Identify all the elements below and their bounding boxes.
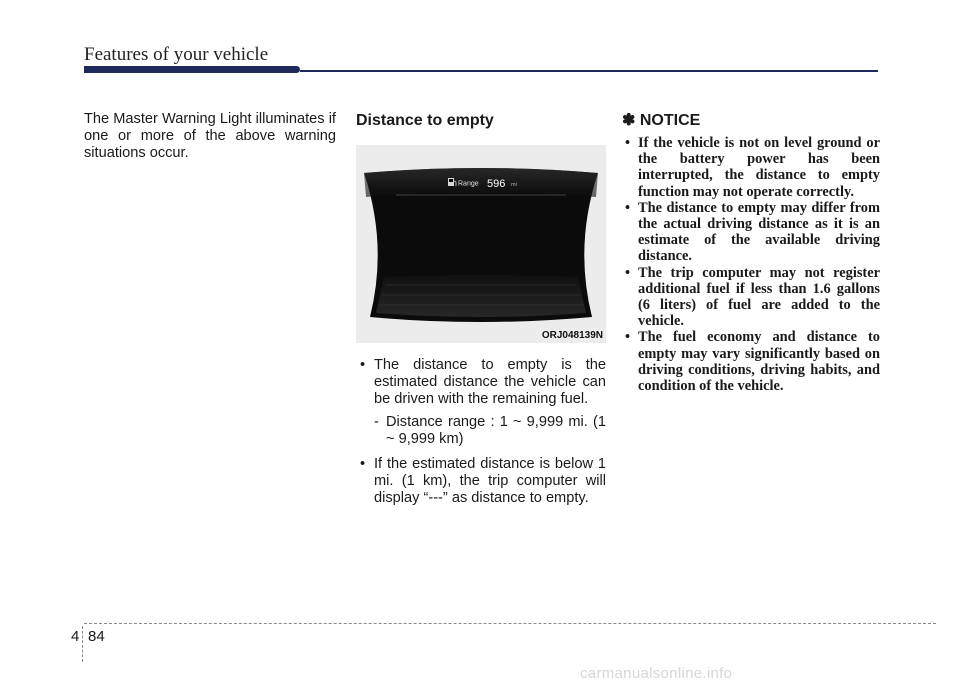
dash-marker: - xyxy=(374,414,379,430)
notice-symbol-icon: ✽ xyxy=(622,112,636,129)
display-unit: mi xyxy=(511,182,517,188)
chapter-number: 4 xyxy=(71,628,80,645)
distance-bullet-list xyxy=(356,357,606,507)
list-item xyxy=(622,200,880,265)
list-item xyxy=(356,456,606,507)
notice-item-text: The trip computer may not register additional fuel if less than 1.6 gallons (6 liters) of fuel are added to the vehicle. xyxy=(638,264,880,330)
bullet-dot: • xyxy=(625,135,631,151)
page-number: 84 xyxy=(88,628,105,645)
notice-item-text: The fuel economy and distance to empty may vary significantly based on driving conditions, driving habits, and condition of the vehicle. xyxy=(638,329,880,395)
bullet-text: If the estimated distance is below 1 mi. (1 km), the trip computer will display “---” as distance to empty. xyxy=(374,456,606,506)
list-item xyxy=(622,135,880,200)
header-bar-thin xyxy=(300,70,878,72)
middle-column xyxy=(356,111,606,515)
bullet-dot: • xyxy=(625,264,631,281)
left-column xyxy=(84,111,336,162)
bullet-dot: • xyxy=(625,329,631,346)
notice-item-text: If the vehicle is not on level ground or the battery power has been interrupted, the distance to empty function may not operate correctly. xyxy=(638,135,880,200)
list-item xyxy=(356,357,606,448)
watermark: carmanualsonline.info xyxy=(580,665,733,682)
sub-item-text: Distance range : 1 ~ 9,999 mi. (1 ~ 9,999 km) xyxy=(386,414,606,447)
header-title: Features of your vehicle xyxy=(84,44,269,65)
figure-code: ORJ048139N xyxy=(541,330,603,341)
bullet-dot: • xyxy=(360,357,366,373)
cluster-display-illustration xyxy=(356,145,606,343)
bullet-text: The distance to empty is the estimated distance the vehicle can be driven with the remaining fuel. xyxy=(374,357,606,407)
distance-to-empty-heading: Distance to empty xyxy=(356,112,494,129)
bullet-dot: • xyxy=(625,199,631,216)
cluster-figure xyxy=(356,145,606,343)
bullet-dot: • xyxy=(360,456,366,472)
display-label: Range xyxy=(458,180,479,188)
header-bar-thick xyxy=(84,66,300,73)
list-item xyxy=(622,265,880,330)
notice-item-text: The distance to empty may differ from the actual driving distance as it is an estimate of the available driving distance. xyxy=(638,199,880,265)
footer-dashed-line xyxy=(84,623,936,624)
right-column xyxy=(622,111,880,394)
notice-heading-text: NOTICE xyxy=(639,112,701,129)
display-value: 596 xyxy=(487,178,506,190)
notice-list xyxy=(622,135,880,394)
footer-dashed-divider xyxy=(82,626,83,662)
list-item xyxy=(622,329,880,394)
master-warning-text: The Master Warning Light illuminates if one or more of the above warning situations occur. xyxy=(84,111,336,161)
notice-heading xyxy=(622,111,880,131)
sub-item xyxy=(374,414,606,448)
